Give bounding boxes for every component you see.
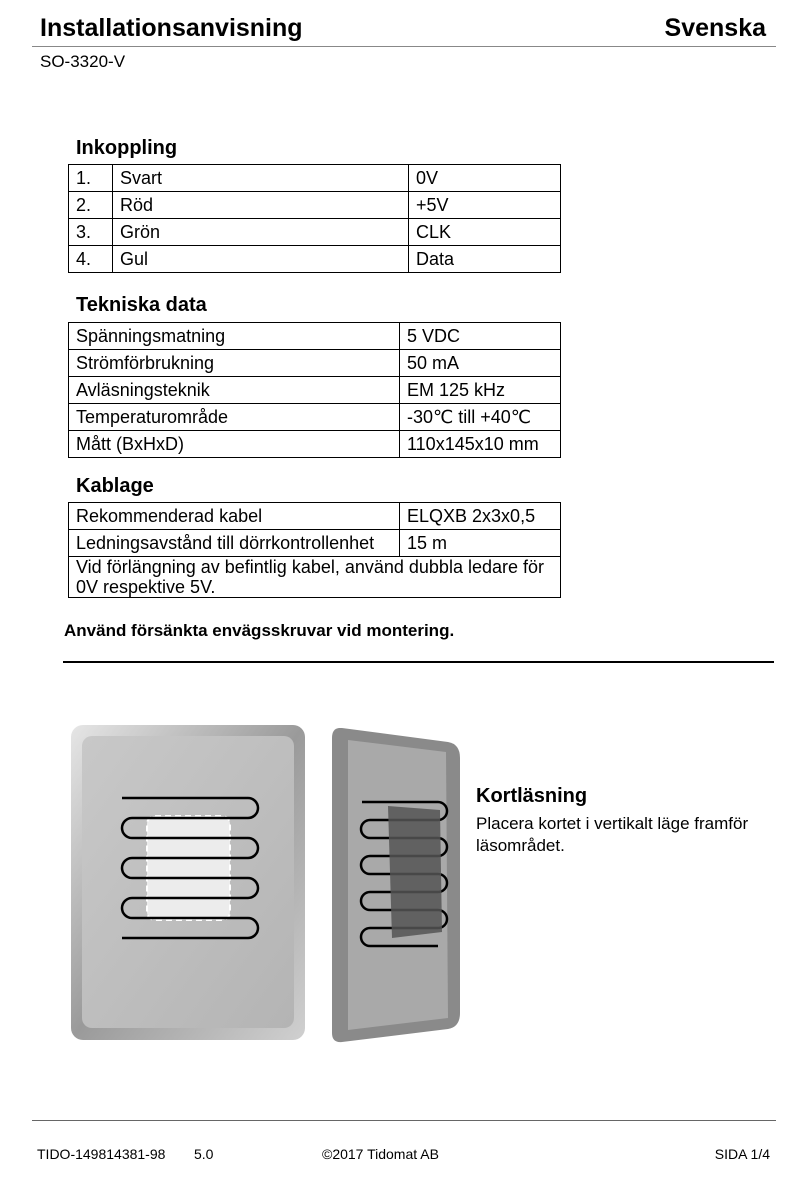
footer-divider <box>32 1120 776 1121</box>
model-number: SO-3320-V <box>40 52 126 71</box>
spec-label: Mått (BxHxD) <box>69 431 400 458</box>
table-row <box>69 192 561 219</box>
spec-value: EM 125 kHz <box>400 377 561 404</box>
mounting-note: Använd försänkta envägsskruvar vid montering. <box>64 621 455 640</box>
table-row <box>69 377 561 404</box>
wire-signal: Data <box>409 246 561 273</box>
spec-label: Temperaturområde <box>69 404 400 431</box>
tekniska-data-heading: Tekniska data <box>76 294 207 316</box>
wire-color: Grön <box>113 219 409 246</box>
reader-front-illustration <box>70 724 306 1042</box>
table-row <box>69 165 561 192</box>
footer-doc-id: TIDO-149814381-98 <box>37 1146 166 1162</box>
spec-value: -30℃ till +40℃ <box>400 404 561 431</box>
wire-color: Röd <box>113 192 409 219</box>
header-divider <box>32 46 776 47</box>
cable-label: Rekommenderad kabel <box>69 503 400 530</box>
spec-label: Spänningsmatning <box>69 323 400 350</box>
table-row <box>69 503 561 530</box>
spec-value: 110x145x10 mm <box>400 431 561 458</box>
kortlasning-text: Placera kortet i vertikalt läge framför läsområdet. <box>476 814 749 855</box>
wire-color: Svart <box>113 165 409 192</box>
card-shape <box>388 806 442 938</box>
row-number: 2. <box>69 192 113 219</box>
section-divider <box>63 661 774 663</box>
footer-page: SIDA 1/4 <box>714 1146 770 1162</box>
row-number: 4. <box>69 246 113 273</box>
inkoppling-table <box>68 164 561 273</box>
spec-label: Avläsningsteknik <box>69 377 400 404</box>
table-row <box>69 323 561 350</box>
row-number: 3. <box>69 219 113 246</box>
table-row <box>69 557 561 598</box>
cable-note: Vid förlängning av befintlig kabel, använd dubbla ledare för 0V respektive 5V. <box>69 557 561 598</box>
row-number: 1. <box>69 165 113 192</box>
cable-label: Ledningsavstånd till dörrkontrollenhet <box>69 530 400 557</box>
inkoppling-heading: Inkoppling <box>76 137 178 159</box>
cable-value: ELQXB 2x3x0,5 <box>400 503 561 530</box>
table-row <box>69 431 561 458</box>
spec-value: 50 mA <box>400 350 561 377</box>
reader-side-illustration <box>330 728 462 1044</box>
spec-value: 5 VDC <box>400 323 561 350</box>
kablage-heading: Kablage <box>76 475 154 497</box>
footer-version: 5.0 <box>194 1146 214 1162</box>
cable-value: 15 m <box>400 530 561 557</box>
table-row <box>69 350 561 377</box>
wire-signal: +5V <box>409 192 561 219</box>
table-row <box>69 219 561 246</box>
document-title: Installationsanvisning <box>40 14 303 42</box>
table-row <box>69 530 561 557</box>
card-outline <box>147 816 230 920</box>
kablage-table <box>68 502 561 598</box>
wire-signal: 0V <box>409 165 561 192</box>
footer-copyright: ©2017 Tidomat AB <box>322 1146 439 1162</box>
table-row <box>69 246 561 273</box>
language-label: Svenska <box>664 14 766 42</box>
wire-color: Gul <box>113 246 409 273</box>
kortlasning-heading: Kortläsning <box>476 785 588 807</box>
wire-signal: CLK <box>409 219 561 246</box>
tekniska-data-table <box>68 322 561 458</box>
table-row <box>69 404 561 431</box>
spec-label: Strömförbrukning <box>69 350 400 377</box>
